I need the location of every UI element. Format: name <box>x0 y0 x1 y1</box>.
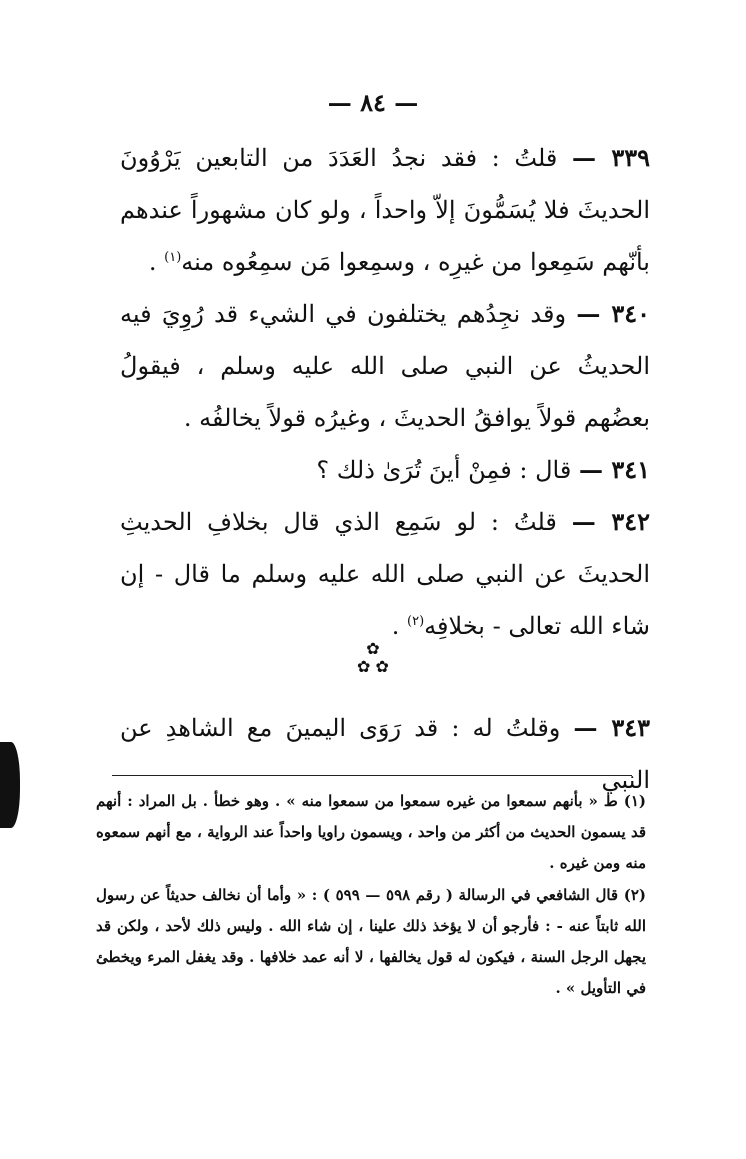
paragraph-number: ٣٣٩ — <box>571 143 650 172</box>
paragraph-text: قال : فمِنْ أينَ تُرَىٰ ذلك ؟ <box>316 456 572 484</box>
page-number: — ٨٤ — <box>327 88 419 117</box>
paragraph-339 <box>120 132 650 288</box>
paragraph-number: ٣٤٣ — <box>573 713 650 742</box>
paragraph-end: . <box>148 248 165 276</box>
footnote-ref-2: (٢) <box>407 614 425 629</box>
paragraph-text: وقلتُ له : قد رَوَى اليمينَ مع الشاهدِ عن النبي <box>120 714 650 794</box>
footnote-1: (١) ط « بأنهم سمعوا من غيره سمعوا من سمعوا منه » . وهو خطأ . بل المراد : أنهم قد يسمون الحديث من أكثر من واحد ، ويسمون راويا واحداً عند الرواية ، مع أنهم سمعوه منه ومن غيره . <box>96 792 646 872</box>
paragraph-342 <box>120 496 650 652</box>
separator-top-flower-icon: ✿ <box>366 639 380 658</box>
separator-bottom-flowers-icon: ✿ ✿ <box>357 657 389 676</box>
paragraph-number: ٣٤٢ — <box>571 507 650 536</box>
paragraph-end: . <box>391 612 408 640</box>
footnote-2: (٢) قال الشافعي في الرسالة ( رقم ٥٩٨ — ٥٩٩ ) : « وأما أن نخالف حديثاً عن رسول الله ثابتاً عنه - : فأرجو أن لا يؤخذ ذلك علينا ، إن شاء الله . وليس ذلك لأحد ، ولكن قد يجهل الرجل السنة ، فيكون له قول يخالفها ، لا أنه عمد خلافها . وقد يغفل المرء ويخطئ في التأويل » . <box>96 886 646 997</box>
paragraph-text: قلتُ : فقد نجدُ العَدَدَ من التابعين يَرْوُونَ الحديثَ فلا يُسَمُّونَ إلاّ واحداً ، ولو كان مشهوراً عندهم بأنّهم سَمِعوا من غيرِه ، وسمِعوا مَن سمِعُوه منه <box>120 144 650 276</box>
paragraph-number: ٣٤١ — <box>578 455 650 484</box>
paragraph-340 <box>120 288 650 444</box>
paragraph-text: وقد نجِدُهم يختلفون في الشيء قد رُوِيَ فيه الحديثُ عن النبي صلى الله عليه وسلم ، فيقولُ بعضُهم قولاً يوافقُ الحديثَ ، وغيرُه قولاً يخالفُه . <box>120 300 650 432</box>
scan-edge-mark <box>0 742 20 828</box>
paragraph-number: ٣٤٠ — <box>576 299 650 328</box>
section-separator <box>0 640 746 676</box>
footnote-divider <box>112 775 632 776</box>
paragraph-341 <box>120 444 650 496</box>
paragraph-text: قلتُ : لو سَمِع الذي قال بخلافِ الحديثِ الحديثَ عن النبي صلى الله عليه وسلم ما قال - إن شاء الله تعالى - بخلافِه <box>120 508 650 640</box>
footnote-ref-1: (١) <box>164 250 182 265</box>
